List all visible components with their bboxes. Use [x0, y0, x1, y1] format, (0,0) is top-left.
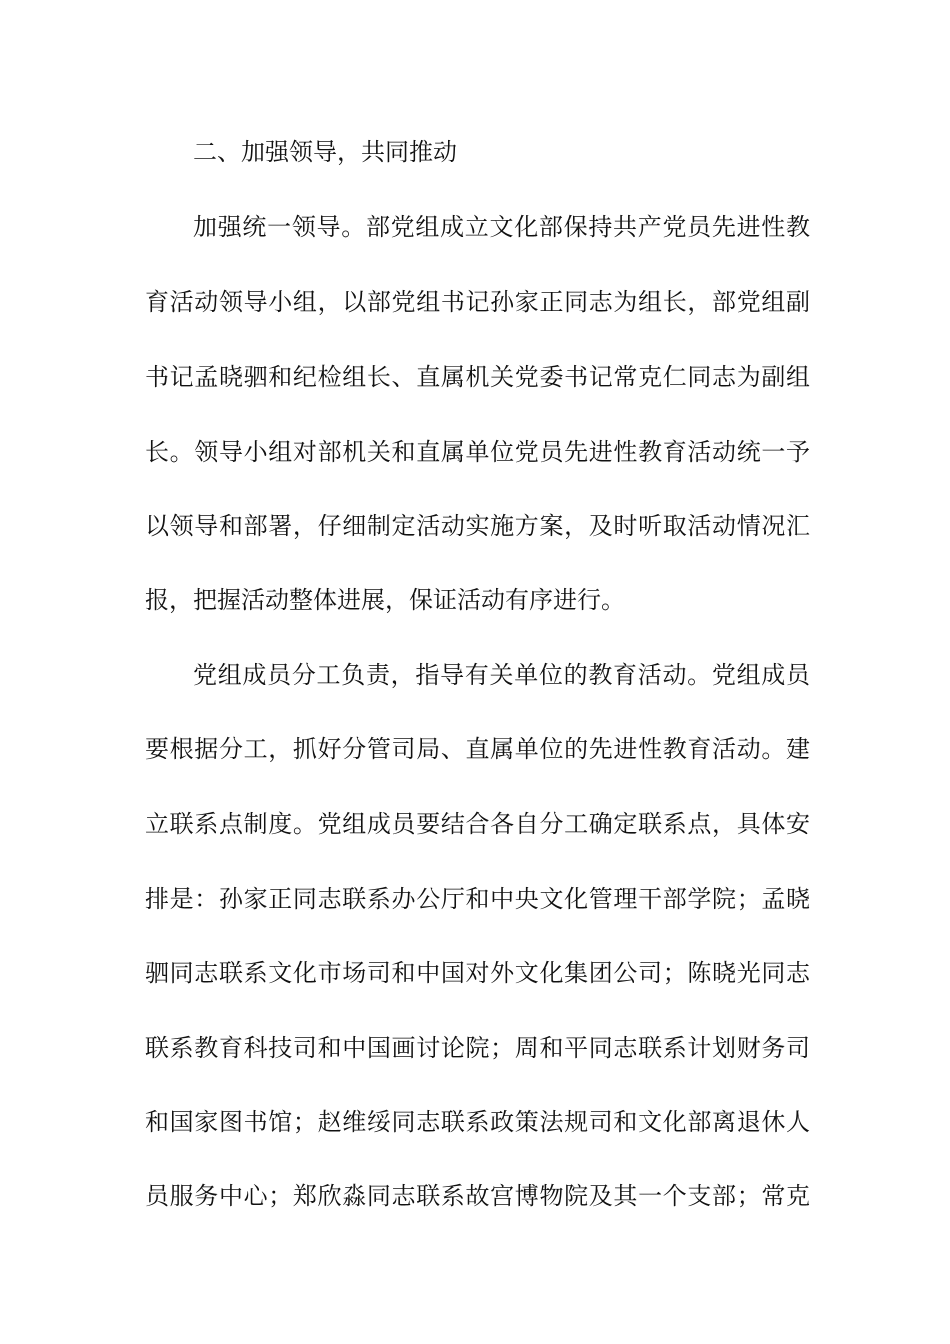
- paragraph-line: 报，把握活动整体进展，保证活动有序进行。: [145, 586, 625, 614]
- paragraph-line: 立联系点制度。党组成员要结合各自分工确定联系点，具体安: [145, 810, 810, 838]
- section-heading: 二、加强领导，共同推动: [193, 138, 457, 166]
- paragraph-line: 育活动领导小组，以部党组书记孙家正同志为组长，部党组副: [145, 288, 810, 316]
- paragraph-line: 驷同志联系文化市场司和中国对外文化集团公司；陈晓光同志: [145, 959, 810, 987]
- paragraph-line: 要根据分工，抓好分管司局、直属单位的先进性教育活动。建: [145, 735, 810, 763]
- paragraph-line: 联系教育科技司和中国画讨论院；周和平同志联系计划财务司: [145, 1034, 810, 1062]
- paragraph-line: 加强统一领导。部党组成立文化部保持共产党员先进性教: [193, 213, 810, 241]
- paragraph-line: 以领导和部署，仔细制定活动实施方案，及时听取活动情况汇: [145, 512, 810, 540]
- paragraph-line: 党组成员分工负责，指导有关单位的教育活动。党组成员: [193, 661, 810, 689]
- paragraph-line: 书记孟晓驷和纪检组长、直属机关党委书记常克仁同志为副组: [145, 363, 810, 391]
- paragraph-line: 和国家图书馆；赵维绥同志联系政策法规司和文化部离退休人: [145, 1108, 810, 1136]
- paragraph-line: 长。领导小组对部机关和直属单位党员先进性教育活动统一予: [145, 438, 810, 466]
- paragraph-line: 员服务中心；郑欣淼同志联系故宫博物院及其一个支部；常克: [145, 1182, 810, 1210]
- paragraph-line: 排是：孙家正同志联系办公厅和中央文化管理干部学院；孟晓: [145, 885, 810, 913]
